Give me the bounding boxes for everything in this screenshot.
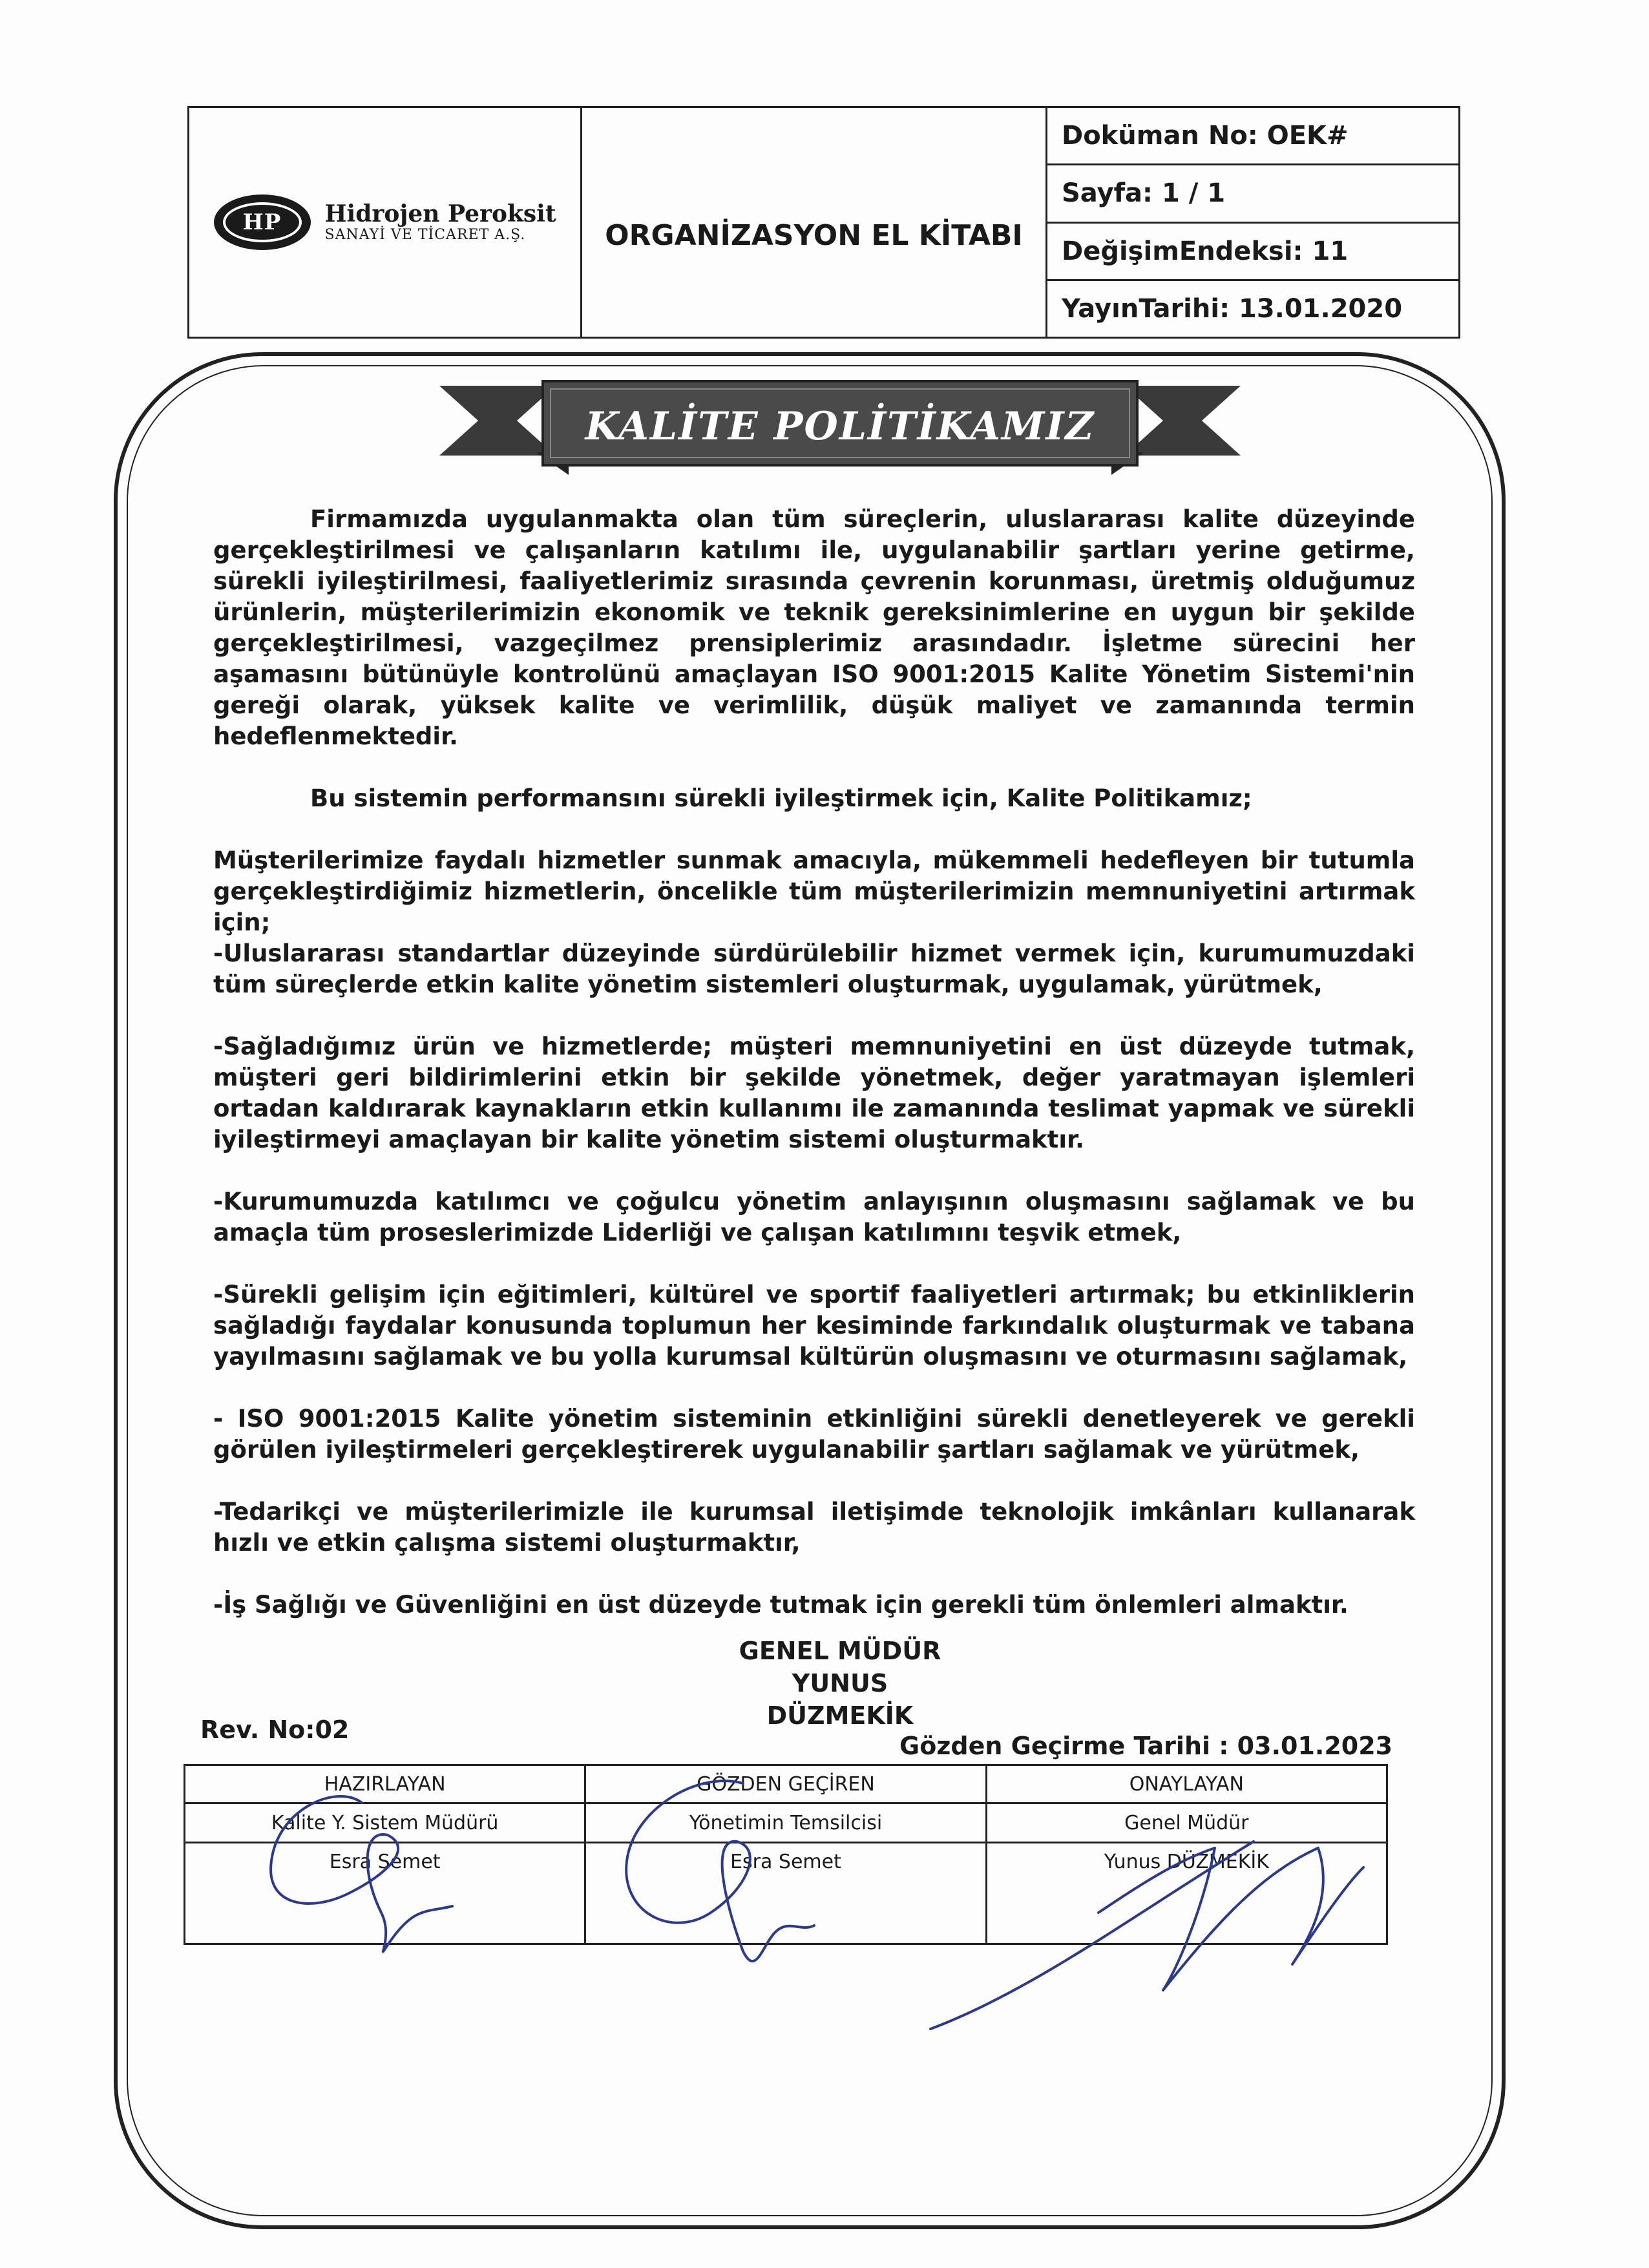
company-logo	[214, 194, 311, 250]
policy-item-6: - ISO 9001:2015 Kalite yönetim sisteminin etkinliğini sürekli denetleyerek ve gerekli görülen iyileştirmeleri gerçekleştirerek uygulanabilir şartları sağlamak ve yürütmek,	[213, 1405, 1415, 1464]
signoff-title: GENEL MÜDÜR	[739, 1637, 941, 1665]
approval-column-reviewed	[586, 1766, 987, 1943]
approval-head: HAZIRLAYAN	[185, 1766, 584, 1804]
logo-monogram: HP	[223, 202, 302, 242]
approval-column-prepared	[185, 1766, 586, 1943]
policy-item-2: -Uluslararası standartlar düzeyinde sürdürülebilir hizmet vermek için, kurumumuzdaki tüm süreçlerde etkin kalite yönetim sistemleri oluşturmak, uygulamak, yürütmek,	[213, 940, 1415, 998]
approval-role: Kalite Y. Sistem Müdürü	[185, 1804, 584, 1843]
company-logo-cell	[189, 108, 582, 337]
document-number: Doküman No: OEK#	[1047, 108, 1458, 165]
review-date: Gözden Geçirme Tarihi : 03.01.2023	[899, 1732, 1393, 1760]
approval-head: GÖZDEN GEÇİREN	[586, 1766, 985, 1804]
company-subtitle: SANAYİ VE TİCARET A.Ş.	[324, 227, 526, 244]
lead-paragraph: Bu sistemin performansını sürekli iyileştirmek için, Kalite Politikamız;	[310, 784, 1252, 812]
policy-item-1: Müşterilerimize faydalı hizmetler sunmak amacıyla, mükemmeli hedefleyen bir tutumla gerçekleştirdiğimiz hizmetlerin, öncelikle tüm müşterilerimizin memnuniyetini artırmak için;	[213, 846, 1415, 936]
approval-head: ONAYLAYAN	[987, 1766, 1386, 1804]
policy-item-5: -Sürekli gelişim için eğitimleri, kültürel ve sportif faaliyetleri artırmak; bu etkinliklerin sağladığı faydalar konusunda toplumun her kesiminde farkındalık oluşturmak ve tabana yayılmasını sağlamak ve bu yolla kurumsal kültürün oluşmasını ve oturmasını sağlamak,	[213, 1281, 1415, 1370]
approval-table	[184, 1764, 1388, 1945]
policy-item-4: -Kurumumuzda katılımcı ve çoğulcu yönetim anlayışının oluşmasını sağlamak ve bu amaçla tüm proseslerimizde Liderliği ve çalışan katılımını teşvik etmek,	[213, 1188, 1415, 1246]
revision-number: Rev. No:02	[200, 1716, 350, 1744]
document-title: ORGANİZASYON EL KİTABI	[582, 108, 1047, 337]
document-header	[187, 106, 1460, 339]
approval-role: Genel Müdür	[987, 1804, 1386, 1843]
approval-name: Esra Semet	[329, 1850, 441, 1873]
approval-column-approved	[987, 1766, 1386, 1943]
policy-item-8: -İş Sağlığı ve Güvenliğini en üst düzeyde tutmak için gerekli tüm önlemleri almaktır.	[213, 1591, 1349, 1619]
document-meta	[1047, 108, 1458, 337]
signoff-first-name: YUNUS	[792, 1669, 888, 1697]
policy-item-3: -Sağladığımız ürün ve hizmetlerde; müşteri memnuniyetini en üst düzeyde tutmak, müşteri geri bildirimlerini etkin bir şekilde yönetmek, değer yaratmayan işlemleri ortadan kaldırarak kaynakların etkin kullanımı ile zamanında teslimat yapmak ve sürekli iyileştirmeyi amaçlayan bir kalite yönetim sistemi oluşturmaktır.	[213, 1033, 1415, 1153]
revision-index: DeğişimEndeksi: 11	[1047, 224, 1458, 281]
signoff-last-name: DÜZMEKİK	[766, 1701, 914, 1730]
policy-body	[213, 504, 1415, 1621]
banner-title: KALİTE POLİTİKAMIZ	[585, 404, 1095, 449]
intro-paragraph: Firmamızda uygulanmakta olan tüm süreçlerin, uluslararası kalite düzeyinde gerçekleştirilmesi ve çalışanların katılımı ile, uygulanabilir şartları yerine getirme, sürekli iyileştirilmesi, faaliyetlerimiz sırasında çevrenin korunması, üretmiş olduğumuz ürünlerin, müşterilerimizin ekonomik ve teknik gereksinimlerine en uygun bir şekilde gerçekleştirilmesi, vazgeçilmez prensiplerimiz arasındadır. İşletme sürecini her aşamasını bütünüyle kontrolünü amaçlayan ISO 9001:2015 Kalite Yönetim Sistemi'nin gereği olarak, yüksek kalite ve verimlilik, düşük maliyet ve zamanında termin hedeflenmektedir.	[213, 505, 1415, 750]
approval-name: Yunus DÜZMEKİK	[1104, 1850, 1269, 1873]
publish-date: YayınTarihi: 13.01.2020	[1062, 293, 1403, 324]
approval-role: Yönetimin Temsilcisi	[586, 1804, 985, 1843]
approval-name: Esra Semet	[730, 1850, 841, 1873]
company-name-block	[325, 202, 556, 244]
company-name: Hidrojen Peroksit	[324, 200, 556, 227]
page-number: Sayfa: 1 / 1	[1047, 165, 1458, 223]
general-manager-signoff	[646, 1635, 1034, 1732]
policy-item-7: -Tedarikçi ve müşterilerimizle ile kurumsal iletişimde teknolojik imkânları kullanarak hızlı ve etkin çalışma sistemi oluşturmaktır,	[213, 1498, 1415, 1557]
